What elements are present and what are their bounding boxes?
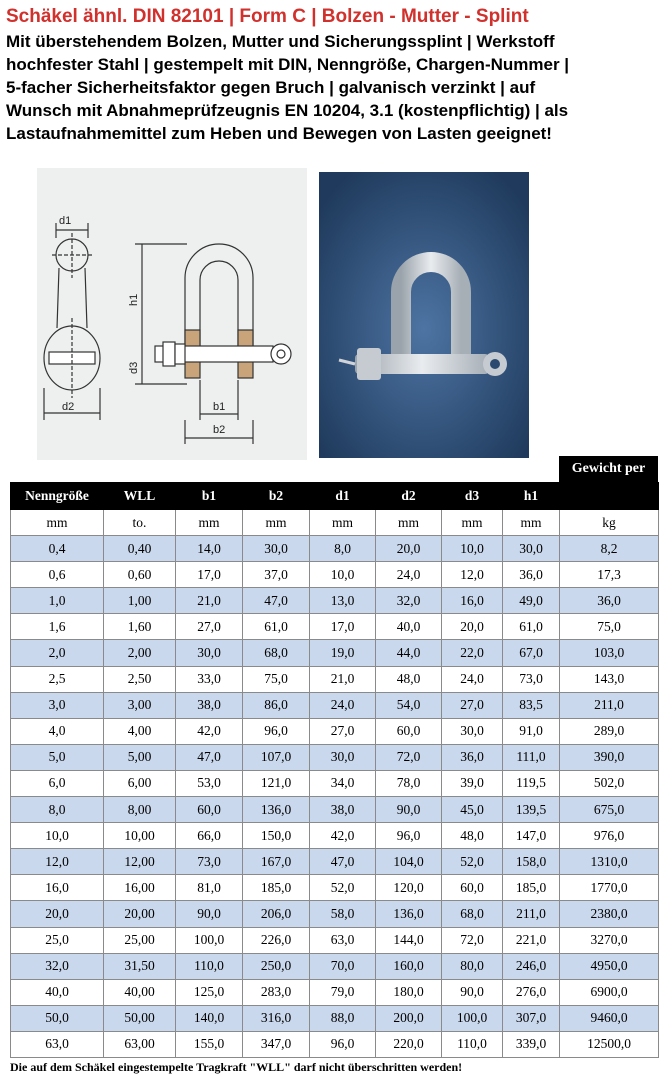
table-cell: 143,0: [560, 666, 659, 692]
table-cell: 246,0: [503, 953, 560, 979]
table-cell: 60,0: [442, 875, 503, 901]
table-cell: 60,0: [376, 718, 442, 744]
table-row: [11, 1031, 659, 1057]
table-cell: 61,0: [243, 614, 310, 640]
table-cell: 3,00: [104, 692, 176, 718]
table-row: [11, 718, 659, 744]
table-cell: 32,0: [11, 953, 104, 979]
table-cell: 139,5: [503, 797, 560, 823]
table-cell: 2380,0: [560, 901, 659, 927]
table-cell: 125,0: [176, 979, 243, 1005]
table-cell: 3,0: [11, 692, 104, 718]
table-cell: 147,0: [503, 823, 560, 849]
table-cell: 49,0: [503, 588, 560, 614]
table-cell: 136,0: [243, 797, 310, 823]
table-cell: 390,0: [560, 744, 659, 770]
table-cell: 70,0: [310, 953, 376, 979]
table-cell: 12500,0: [560, 1031, 659, 1057]
table-cell: 50,00: [104, 1005, 176, 1031]
table-cell: 107,0: [243, 744, 310, 770]
table-cell: 17,0: [310, 614, 376, 640]
table-cell: 221,0: [503, 927, 560, 953]
table-cell: 120,0: [376, 875, 442, 901]
table-row: [11, 979, 659, 1005]
table-cell: 63,00: [104, 1031, 176, 1057]
table-cell: 24,0: [376, 562, 442, 588]
column-header: WLL: [104, 483, 176, 510]
table-row: [11, 953, 659, 979]
table-cell: 185,0: [243, 875, 310, 901]
table-cell: 45,0: [442, 797, 503, 823]
table-cell: 103,0: [560, 640, 659, 666]
unit-cell: mm: [176, 510, 243, 536]
table-cell: 206,0: [243, 901, 310, 927]
table-cell: 90,0: [176, 901, 243, 927]
column-header: Nenngröße: [11, 483, 104, 510]
table-cell: 17,3: [560, 562, 659, 588]
table-cell: 12,00: [104, 849, 176, 875]
table-cell: 42,0: [310, 823, 376, 849]
header-row: [11, 483, 659, 510]
table-cell: 48,0: [376, 666, 442, 692]
table-cell: 2,50: [104, 666, 176, 692]
table-row: [11, 692, 659, 718]
table-cell: 96,0: [376, 823, 442, 849]
table-cell: 39,0: [442, 770, 503, 796]
table-cell: 8,0: [11, 797, 104, 823]
table-cell: 0,4: [11, 536, 104, 562]
unit-cell: mm: [310, 510, 376, 536]
table-cell: 1,00: [104, 588, 176, 614]
table-cell: 19,0: [310, 640, 376, 666]
table-cell: 27,0: [176, 614, 243, 640]
table-row: [11, 744, 659, 770]
label-d2: d2: [62, 401, 75, 413]
table-cell: 8,00: [104, 797, 176, 823]
table-row: [11, 588, 659, 614]
table-cell: 4,00: [104, 718, 176, 744]
table-cell: 22,0: [442, 640, 503, 666]
table-cell: 30,0: [442, 718, 503, 744]
table-cell: 158,0: [503, 849, 560, 875]
description-line: hochfester Stahl | gestempelt mit DIN, Nenngröße, Chargen-Nummer |: [6, 55, 570, 74]
table-cell: 75,0: [243, 666, 310, 692]
table-cell: 88,0: [310, 1005, 376, 1031]
table-cell: 10,0: [11, 823, 104, 849]
table-cell: 136,0: [376, 901, 442, 927]
label-d3: d3: [128, 361, 140, 374]
product-description: [6, 30, 664, 145]
table-cell: 180,0: [376, 979, 442, 1005]
table-cell: 276,0: [503, 979, 560, 1005]
table-cell: 347,0: [243, 1031, 310, 1057]
unit-cell: kg: [560, 510, 659, 536]
table-cell: 1,0: [11, 588, 104, 614]
table-cell: 66,0: [176, 823, 243, 849]
table-cell: 33,0: [176, 666, 243, 692]
table-cell: 150,0: [243, 823, 310, 849]
table-cell: 53,0: [176, 770, 243, 796]
table-cell: 10,0: [310, 562, 376, 588]
description-line: Mit überstehendem Bolzen, Mutter und Sicherungssplint | Werkstoff: [6, 32, 555, 51]
table-cell: 4,0: [11, 718, 104, 744]
unit-cell: mm: [442, 510, 503, 536]
page-title: Schäkel ähnl. DIN 82101 | Form C | Bolzen - Mutter - Splint: [6, 6, 529, 27]
table-cell: 91,0: [503, 718, 560, 744]
table-cell: 47,0: [176, 744, 243, 770]
table-cell: 5,0: [11, 744, 104, 770]
table-cell: 283,0: [243, 979, 310, 1005]
table-cell: 12,0: [11, 849, 104, 875]
table-cell: 1,6: [11, 614, 104, 640]
table-row: [11, 823, 659, 849]
table-cell: 96,0: [310, 1031, 376, 1057]
table-cell: 68,0: [243, 640, 310, 666]
label-b2: b2: [213, 424, 226, 436]
column-header: b2: [243, 483, 310, 510]
table-cell: 9460,0: [560, 1005, 659, 1031]
table-cell: 27,0: [442, 692, 503, 718]
table-cell: 226,0: [243, 927, 310, 953]
table-cell: 54,0: [376, 692, 442, 718]
table-cell: 30,0: [243, 536, 310, 562]
table-row: [11, 770, 659, 796]
table-cell: 0,40: [104, 536, 176, 562]
column-header: d3: [442, 483, 503, 510]
table-cell: 42,0: [176, 718, 243, 744]
unit-cell: mm: [503, 510, 560, 536]
column-header-weight: [560, 483, 659, 510]
table-cell: 38,0: [310, 797, 376, 823]
unit-cell: to.: [104, 510, 176, 536]
table-cell: 34,0: [310, 770, 376, 796]
table-cell: 121,0: [243, 770, 310, 796]
table-cell: 316,0: [243, 1005, 310, 1031]
table-cell: 72,0: [376, 744, 442, 770]
table-cell: 155,0: [176, 1031, 243, 1057]
label-h1: h1: [128, 293, 140, 306]
table-cell: 307,0: [503, 1005, 560, 1031]
column-header: d1: [310, 483, 376, 510]
table-cell: 4950,0: [560, 953, 659, 979]
table-cell: 36,0: [442, 744, 503, 770]
unit-cell: mm: [11, 510, 104, 536]
table-cell: 104,0: [376, 849, 442, 875]
table-cell: 13,0: [310, 588, 376, 614]
table-cell: 90,0: [442, 979, 503, 1005]
table-cell: 75,0: [560, 614, 659, 640]
product-photo: [319, 172, 529, 458]
table-cell: 40,0: [11, 979, 104, 1005]
table-cell: 86,0: [243, 692, 310, 718]
table-cell: 1310,0: [560, 849, 659, 875]
table-cell: 30,0: [310, 744, 376, 770]
unit-cell: mm: [243, 510, 310, 536]
table-cell: 16,00: [104, 875, 176, 901]
table-cell: 1,60: [104, 614, 176, 640]
table-cell: 119,5: [503, 770, 560, 796]
table-cell: 47,0: [243, 588, 310, 614]
table-row: [11, 1005, 659, 1031]
table-cell: 96,0: [243, 718, 310, 744]
table-cell: 110,0: [442, 1031, 503, 1057]
label-d1: d1: [59, 215, 72, 227]
table-cell: 250,0: [243, 953, 310, 979]
table-cell: 36,0: [503, 562, 560, 588]
table-cell: 16,0: [11, 875, 104, 901]
table-cell: 50,0: [11, 1005, 104, 1031]
table-cell: 502,0: [560, 770, 659, 796]
table-cell: 25,00: [104, 927, 176, 953]
table-cell: 144,0: [376, 927, 442, 953]
column-header: h1: [503, 483, 560, 510]
table-cell: 2,0: [11, 640, 104, 666]
table-cell: 79,0: [310, 979, 376, 1005]
table-cell: 211,0: [503, 901, 560, 927]
table-row: [11, 640, 659, 666]
table-cell: 0,6: [11, 562, 104, 588]
description-line: 5-facher Sicherheitsfaktor gegen Bruch | galvanisch verzinkt | auf: [6, 78, 536, 97]
weight-header-line: Gewicht per: [571, 461, 646, 476]
table-cell: 6,00: [104, 770, 176, 796]
specification-table: [10, 482, 659, 1058]
table-row: [11, 666, 659, 692]
table-cell: 72,0: [442, 927, 503, 953]
table-cell: 52,0: [310, 875, 376, 901]
table-cell: 17,0: [176, 562, 243, 588]
table-cell: 31,50: [104, 953, 176, 979]
table-cell: 100,0: [442, 1005, 503, 1031]
description-line: Lastaufnahmemittel zum Heben und Bewegen von Lasten geeignet!: [6, 124, 552, 143]
table-cell: 90,0: [376, 797, 442, 823]
table-row: [11, 562, 659, 588]
table-cell: 37,0: [243, 562, 310, 588]
table-cell: 61,0: [503, 614, 560, 640]
table-cell: 60,0: [176, 797, 243, 823]
units-row: [11, 510, 659, 536]
table-cell: 211,0: [560, 692, 659, 718]
table-cell: 6,0: [11, 770, 104, 796]
table-cell: 47,0: [310, 849, 376, 875]
table-cell: 73,0: [176, 849, 243, 875]
table-cell: 25,0: [11, 927, 104, 953]
table-cell: 30,0: [503, 536, 560, 562]
table-cell: 160,0: [376, 953, 442, 979]
table-cell: 289,0: [560, 718, 659, 744]
table-cell: 20,00: [104, 901, 176, 927]
table-cell: 80,0: [442, 953, 503, 979]
table-cell: 100,0: [176, 927, 243, 953]
table-cell: 3270,0: [560, 927, 659, 953]
unit-cell: mm: [376, 510, 442, 536]
column-header: b1: [176, 483, 243, 510]
table-cell: 44,0: [376, 640, 442, 666]
table-row: [11, 849, 659, 875]
table-cell: 140,0: [176, 1005, 243, 1031]
table-cell: 20,0: [11, 901, 104, 927]
table-row: [11, 927, 659, 953]
table-cell: 16,0: [442, 588, 503, 614]
table-cell: 10,0: [442, 536, 503, 562]
table-cell: 8,0: [310, 536, 376, 562]
table-cell: 24,0: [442, 666, 503, 692]
table-cell: 40,0: [376, 614, 442, 640]
table-cell: 6900,0: [560, 979, 659, 1005]
table-cell: 24,0: [310, 692, 376, 718]
table-cell: 38,0: [176, 692, 243, 718]
table-cell: 10,00: [104, 823, 176, 849]
table-cell: 185,0: [503, 875, 560, 901]
table-cell: 27,0: [310, 718, 376, 744]
table-cell: 8,2: [560, 536, 659, 562]
table-cell: 78,0: [376, 770, 442, 796]
table-row: [11, 797, 659, 823]
label-b1: b1: [213, 401, 226, 413]
table-cell: 48,0: [442, 823, 503, 849]
table-cell: 339,0: [503, 1031, 560, 1057]
description-line: Wunsch mit Abnahmeprüfzeugnis EN 10204, 3.1 (kostenpflichtig) | als: [6, 101, 569, 120]
table-cell: 36,0: [560, 588, 659, 614]
table-cell: 1770,0: [560, 875, 659, 901]
table-cell: 40,00: [104, 979, 176, 1005]
table-cell: 14,0: [176, 536, 243, 562]
table-cell: 220,0: [376, 1031, 442, 1057]
table-cell: 83,5: [503, 692, 560, 718]
table-cell: 2,5: [11, 666, 104, 692]
table-cell: 675,0: [560, 797, 659, 823]
footer-note: Die auf dem Schäkel eingestempelte Tragkraft "WLL" darf nicht überschritten werden!: [10, 1060, 463, 1074]
table-cell: 32,0: [376, 588, 442, 614]
table-row: [11, 901, 659, 927]
table-cell: 0,60: [104, 562, 176, 588]
table-cell: 200,0: [376, 1005, 442, 1031]
table-row: [11, 875, 659, 901]
table-row: [11, 536, 659, 562]
table-cell: 21,0: [310, 666, 376, 692]
table-cell: 20,0: [376, 536, 442, 562]
table-cell: 167,0: [243, 849, 310, 875]
table-cell: 63,0: [11, 1031, 104, 1057]
table-cell: 68,0: [442, 901, 503, 927]
technical-drawing: [37, 168, 307, 460]
table-cell: 12,0: [442, 562, 503, 588]
table-cell: 21,0: [176, 588, 243, 614]
table-cell: 110,0: [176, 953, 243, 979]
table-cell: 20,0: [442, 614, 503, 640]
table-cell: 63,0: [310, 927, 376, 953]
table-cell: 111,0: [503, 744, 560, 770]
table-cell: 73,0: [503, 666, 560, 692]
table-cell: 976,0: [560, 823, 659, 849]
table-cell: 81,0: [176, 875, 243, 901]
table-cell: 52,0: [442, 849, 503, 875]
column-header: d2: [376, 483, 442, 510]
table-cell: 2,00: [104, 640, 176, 666]
table-row: [11, 614, 659, 640]
table-cell: 67,0: [503, 640, 560, 666]
table-cell: 30,0: [176, 640, 243, 666]
table-cell: 5,00: [104, 744, 176, 770]
table-cell: 58,0: [310, 901, 376, 927]
